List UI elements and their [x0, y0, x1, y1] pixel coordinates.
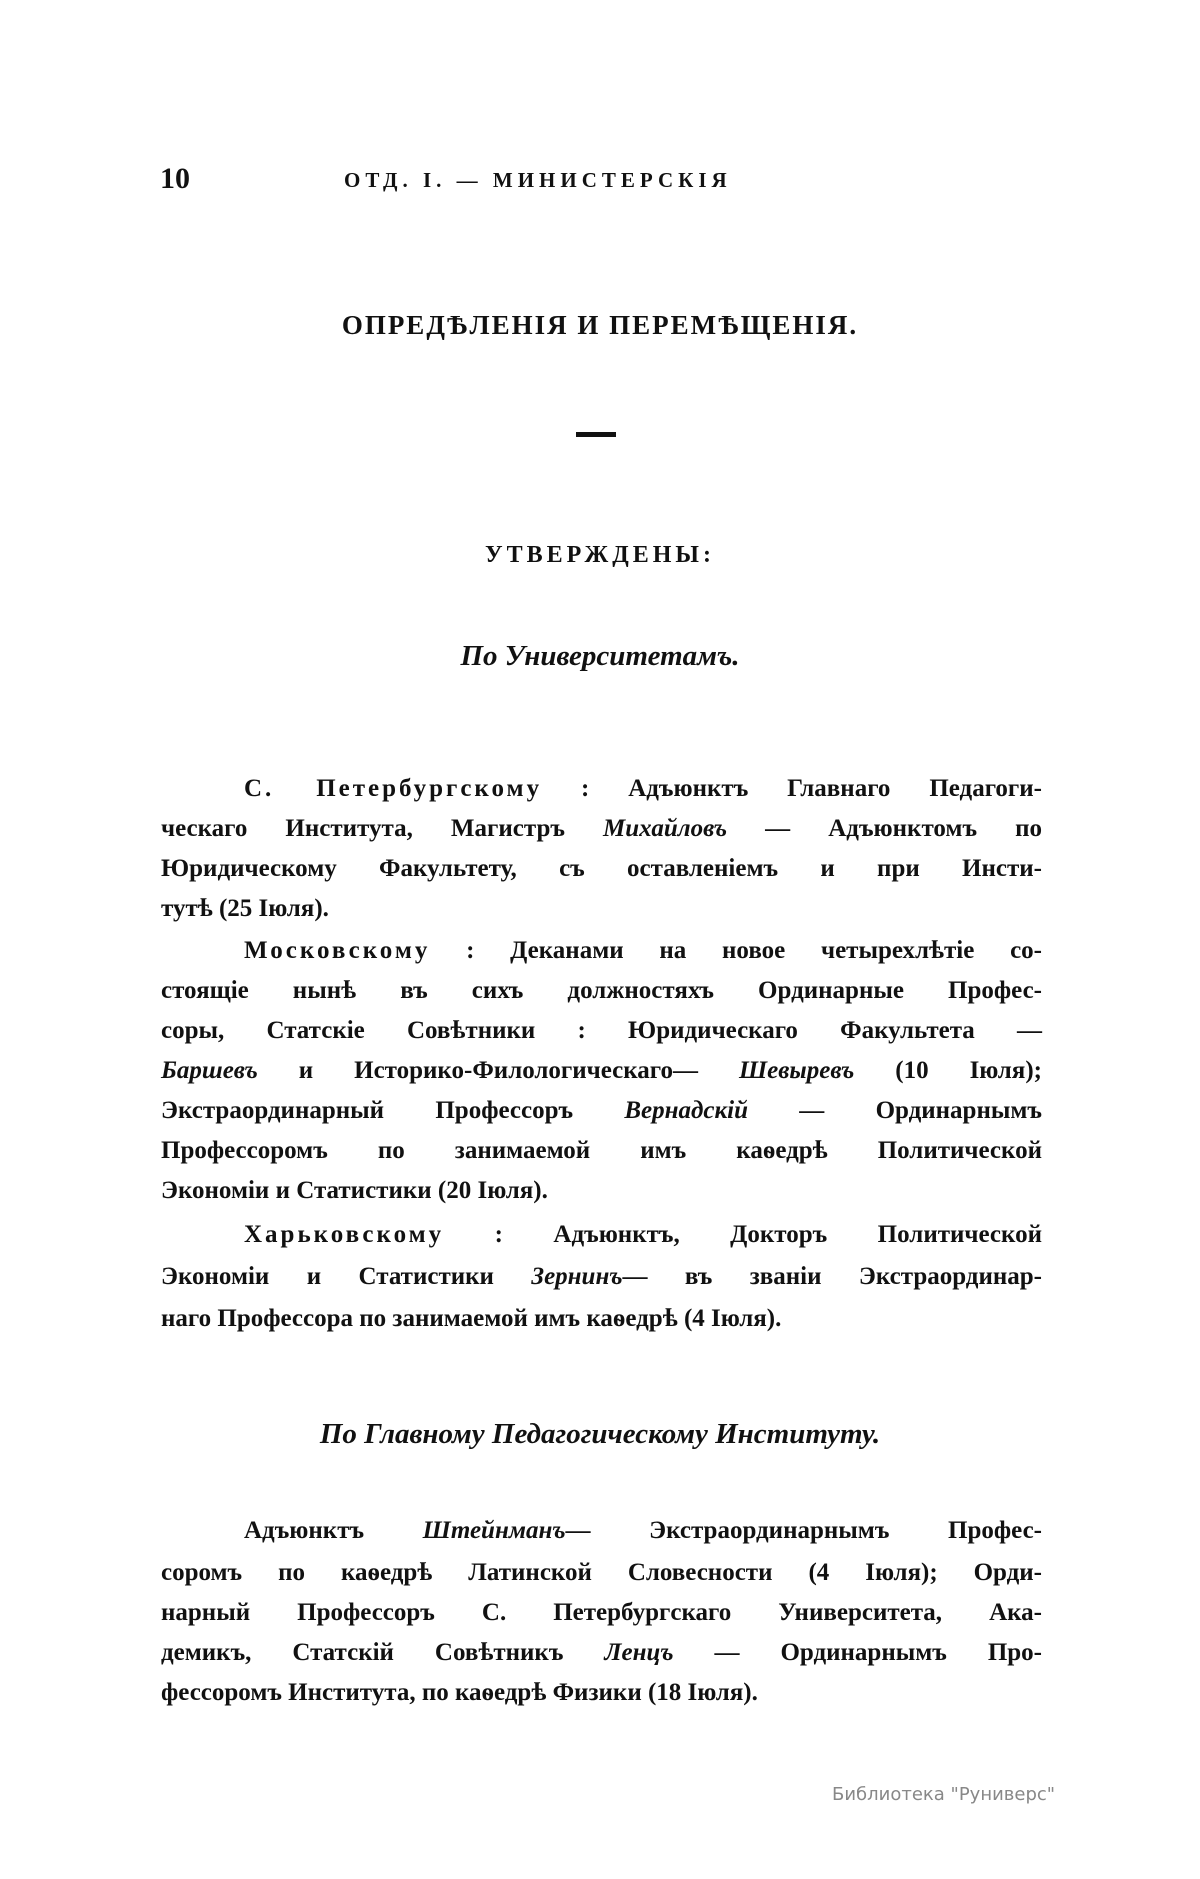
- text-line: [161, 1016, 1042, 1046]
- text-segment: — Ординарнымъ Про-: [673, 1639, 1042, 1666]
- italic-name: Ленцъ: [604, 1639, 674, 1666]
- text-segment: тутѣ (25 Іюля).: [161, 895, 329, 922]
- text-line: [244, 1516, 1042, 1546]
- text-segment: Экстраординарный Профессоръ: [161, 1097, 625, 1124]
- text-segment: Юридическому Факультету, съ оставленіемъ и при Инсти-: [161, 855, 1042, 882]
- text-segment: Московскому: [244, 937, 431, 964]
- text-line: [161, 1598, 1042, 1628]
- text-line: [161, 1638, 1042, 1668]
- italic-name: Баршевъ: [161, 1057, 258, 1084]
- text-segment: Экономіи и Статистики: [161, 1263, 532, 1290]
- page-number: 10: [160, 162, 190, 195]
- text-segment: нарный Профессоръ С. Петербургскаго Университета, Ака-: [161, 1599, 1042, 1626]
- text-line: [161, 814, 1042, 844]
- text-segment: : Адъюнктъ, Докторъ Политической: [444, 1221, 1042, 1248]
- text-line: [161, 1096, 1042, 1126]
- text-line: [161, 1056, 1042, 1086]
- running-head: ОТД. I. — МИНИСТЕРСКІЯ: [344, 168, 732, 192]
- text-line: [161, 894, 1042, 924]
- text-segment: демикъ, Статскій Совѣтникъ: [161, 1639, 605, 1666]
- section-heading: По Главному Педагогическому Институту.: [319, 1418, 881, 1450]
- text-segment: Профессоромъ по занимаемой имъ каѳедрѣ Политической: [161, 1137, 1042, 1164]
- text-segment: соры, Статскіе Совѣтники : Юридическаго Факультета —: [161, 1017, 1042, 1044]
- text-line: [161, 854, 1042, 884]
- text-segment: фессоромъ Института, по каѳедрѣ Физики (18 Іюля).: [161, 1679, 758, 1706]
- text-segment: (10 Іюля);: [854, 1057, 1042, 1084]
- text-segment: — Адъюнктомъ по: [727, 815, 1042, 842]
- text-line: [244, 1220, 1042, 1250]
- italic-name: Шевыревъ: [738, 1057, 855, 1084]
- italic-name: Зернинъ: [531, 1263, 623, 1290]
- text-line: [161, 1304, 1042, 1334]
- text-segment: Экономіи и Статистики (20 Іюля).: [161, 1177, 548, 1204]
- text-segment: С. Петербургскому: [244, 775, 543, 802]
- text-segment: Адъюнктъ: [244, 1517, 423, 1544]
- text-line: [244, 774, 1042, 804]
- text-segment: наго Профессора по занимаемой имъ каѳедрѣ (4 Іюля).: [161, 1305, 782, 1332]
- text-segment: : Адъюнктъ Главнаго Педагоги-: [542, 775, 1043, 802]
- text-line: [161, 1176, 1042, 1206]
- text-line: [161, 1136, 1042, 1166]
- italic-name: Штейнманъ: [422, 1517, 566, 1544]
- divider: [576, 432, 616, 437]
- text-segment: — Ординарнымъ: [748, 1097, 1042, 1124]
- text-segment: ческаго Института, Магистръ: [161, 815, 604, 842]
- subtitle: УТВЕРЖДЕНЫ:: [485, 542, 715, 568]
- page-title: ОПРЕДѢЛЕНІЯ И ПЕРЕМѢЩЕНІЯ.: [341, 310, 859, 340]
- text-line: [161, 976, 1042, 1006]
- text-segment: стоящіе нынѣ въ сихъ должностяхъ Ординарные Профес-: [161, 977, 1042, 1004]
- text-line: [161, 1678, 1042, 1708]
- text-line: [244, 936, 1042, 966]
- section-heading: По Университетамъ.: [460, 640, 740, 672]
- text-segment: и Историко-Филологическаго—: [257, 1057, 739, 1084]
- text-segment: — въ званіи Экстраординар-: [622, 1263, 1042, 1290]
- text-segment: Харьковскому: [244, 1221, 445, 1248]
- italic-name: Михайловъ: [603, 815, 728, 842]
- text-segment: — Экстраординарнымъ Профес-: [565, 1517, 1042, 1544]
- italic-name: Вернадскій: [624, 1097, 749, 1124]
- text-line: [161, 1262, 1042, 1292]
- watermark: Библиотека "Руниверс": [832, 1784, 1056, 1805]
- text-segment: : Деканами на новое четырехлѣтіе со-: [430, 937, 1042, 964]
- text-segment: соромъ по каѳедрѣ Латинской Словесности (4 Іюля); Орди-: [161, 1559, 1042, 1586]
- text-line: [161, 1558, 1042, 1588]
